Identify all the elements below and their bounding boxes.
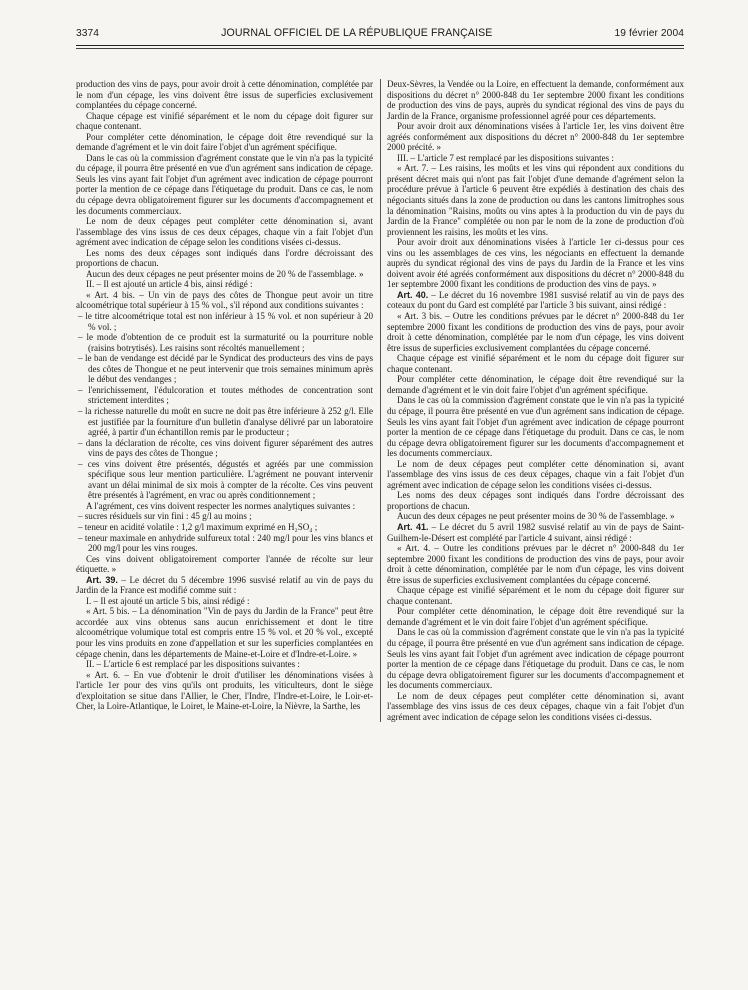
paragraph: « Art. 6. – En vue d'obtenir le droit d'utiliser les dénominations visées à l'article 1er pour des vins qu'ils ont produits, les viticulteurs, dont le siège d'exploitation se situe dans l'Allier, le Cher, l'Indre, l'Indre-et-Loire, le Loir-et-Cher, la Loire-Atlantique, le Loiret, le Maine-et-Loire, la Nièvre, la Sarthe, les (76, 669, 373, 712)
paragraph: « Art. 5 bis. – La dénomination "Vin de pays du Jardin de la France" peut être accordée aux vins obtenus sans aucun enrichissement et dont le titre alcoométrique volumique total est compris entre 15 % vol. et 20 % vol., excepté pour les vins produits en zone d'appellation et sur les superficies complantées en cépage chenin, dans les départements de Maine-et-Loire et d'Indre-et-Loire. » (76, 606, 373, 659)
paragraph: « Art. 3 bis. – Outre les conditions prévues par le décret n° 2000-848 du 1er septembre 2000 fixant les conditions de production des vins de pays, pour avoir droit à cette dénomination, complétée par le nom d'un cépage, les vins doivent être issus de superficies exclusivement complantées du cépage concerné. (387, 311, 684, 353)
paragraph: – sucres résiduels sur vin fini : 45 g/l au moins ; (78, 511, 252, 522)
paragraph: Dans le cas où la commission d'agrément constate que le vin n'a pas la typicité du cépage, il pourra être présenté en vue d'un agrément sans indication de cépage. Seuls les vins ayant fait l'objet d'un agrément avec indication de cépage pourront porter la mention de ce cépage dans l'étiquetage du produit. Dans ce cas, le nom du cépage devra obligatoirement figurer sur les documents d'accompagnement et les documents commerciaux. (76, 152, 373, 216)
paragraph: – la richesse naturelle du moût en sucre ne doit pas être inférieure à 252 g/l. Elle est justifiée par la fourniture d'un bulletin d'analyse délivré par un laboratoire agréé, à partir d'un échantillon remis par le producteur ; (78, 405, 373, 438)
paragraph: – le ban de vendange est décidé par le Syndicat des producteurs des vins de pays des côtes de Thongue et ne peut intervenir que trois semaines minimum après le début des vendanges ; (78, 353, 373, 385)
paragraph (387, 522, 684, 543)
paragraph: – teneur maximale en anhydride sulfureux total : 240 mg/l pour les vins blancs et 200 mg/l pour les vins rouges. (78, 532, 373, 554)
paragraph: « Art. 7. – Les raisins, les moûts et les vins qui répondent aux conditions du présent décret mais qui n'ont pas fait l'objet d'une demande d'agrément selon la procédure prévue à l'article 6 peuvent être expédiés à destination des chais des négociants situés dans la zone de production ou dans les cantons limitrophes sous la dénomination "Raisins, moûts ou vins aptes à la production du vin de pays du Jardin de la France" complétée ou non par le nom de la zone de production d'où proviennent les raisins, les moûts et les vins. (387, 163, 684, 237)
article-number: Art. 39. (86, 574, 118, 585)
article-number: Art. 40. (397, 289, 429, 300)
paragraph: Chaque cépage est vinifié séparément et le nom du cépage doit figurer sur chaque contenant. (76, 110, 373, 132)
paragraph: Pour avoir droit aux dénominations visées à l'article 1er, les vins doivent être agréés conformément aux dispositions du décret n° 2000-848 du 1er septembre 2000 précité. » (387, 121, 684, 153)
right-column (387, 79, 684, 722)
paragraph: Le nom de deux cépages peut compléter cette dénomination si, avant l'assemblage des vins issus de ces deux cépages, chaque vin a fait l'objet d'un agrément avec indication de cépage selon les conditions visées ci-dessus. (387, 690, 684, 722)
paragraph: Dans le cas où la commission d'agrément constate que le vin n'a pas la typicité du cépage, il pourra être présenté en vue d'un agrément sans indication de cépage. Seuls les vins ayant fait l'objet d'un agrément avec indication de cépage pourront porter la mention de ce cépage dans l'étiquetage du produit. Dans ce cas, le nom du cépage devra obligatoirement figurer sur les documents d'accompagnement et les documents commerciaux. (387, 627, 684, 691)
paragraph: Pour compléter cette dénomination, le cépage doit être revendiqué sur la demande d'agrément et le vin doit faire l'objet d'un agrément spécifique. (387, 606, 684, 627)
paragraph: Pour compléter cette dénomination, le cépage doit être revendiqué sur la demande d'agrément et le vin doit faire l'objet d'un agrément spécifique. (387, 374, 684, 395)
paragraph: Le nom de deux cépages peut compléter cette dénomination si, avant l'assemblage des vins issus de ces deux cépages, chaque vin a fait l'objet d'un agrément avec indication de cépage selon les conditions visées ci-dessus. (76, 216, 373, 248)
article-number: Art. 41. (397, 521, 429, 532)
paragraph: Aucun des deux cépages ne peut présenter moins de 30 % de l'assemblage. » (397, 511, 675, 522)
paragraph: A l'agrément, ces vins doivent respecter les normes analytiques suivantes : (86, 500, 356, 511)
paragraph: Pour compléter cette dénomination, le cépage doit être revendiqué sur la demande d'agrément et le vin doit faire l'objet d'un agrément spécifique. (76, 131, 373, 153)
paragraph: II. – Il est ajouté un article 4 bis, ainsi rédigé : (86, 279, 253, 290)
paragraph: « Art. 4 bis. – Un vin de pays des côtes de Thongue peut avoir un titre alcoométrique total supérieur à 15 % vol., s'il répond aux conditions suivantes : (76, 289, 373, 311)
publication-date: 19 février 2004 (614, 28, 684, 39)
paragraph: Deux-Sèvres, la Vendée ou la Loire, en effectuent la demande, conformément aux dispositions du décret n° 2000-848 du 1er septembre 2000 fixant les conditions de production des vins de pays, auprès du syndicat régional des vins de pays du Jardin de la France, organisme professionnel agréé pour ces départements. (387, 79, 684, 121)
text-columns (76, 79, 684, 722)
article-text: – Le décret du 5 avril 1982 susvisé relatif au vin de pays de Saint-Guilhem-le-Désert est complété par l'article 4 suivant, ainsi rédigé : (387, 521, 684, 543)
paragraph: – dans la déclaration de récolte, ces vins doivent figurer séparément des autres vins de pays des côtes de Thongue ; (78, 437, 373, 459)
paragraph: – le mode d'obtention de ce produit est la surmaturité ou la pourriture noble (raisins botrytisés). Les raisins sont récoltés manuellement ; (78, 332, 373, 353)
paragraph: Aucun des deux cépages ne peut présenter moins de 20 % de l'assemblage. » (86, 268, 364, 279)
paragraph: I. – Il est ajouté un article 5 bis, ainsi rédigé : (86, 595, 250, 606)
article-text: – Le décret du 5 décembre 1996 susvisé relatif au vin de pays du Jardin de la France est modifié comme suit : (76, 574, 374, 596)
left-column (76, 79, 373, 722)
paragraph: II. – L'article 6 est remplacé par les dispositions suivantes : (86, 659, 300, 670)
paragraph: Les noms des deux cépages sont indiqués dans l'ordre décroissant des proportions de chacun. (76, 247, 373, 269)
page-header (76, 26, 684, 46)
paragraph: – l'enrichissement, l'édulcoration et toutes méthodes de concentration sont strictement interdites ; (78, 384, 373, 406)
paragraph: Ces vins doivent obligatoirement comporter l'année de récolte sur leur étiquette. » (76, 553, 373, 575)
paragraph (76, 575, 373, 596)
paragraph: – teneur en acidité volatile : 1,2 g/l maximum exprimé en H₂SO₄ ; (78, 521, 318, 532)
paragraph: « Art. 4. – Outre les conditions prévues par le décret n° 2000-848 du 1er septembre 2000 fixant les conditions de production des vins de pays, pour avoir droit à cette dénomination, complétée par le nom d'un cépage, les vins doivent être issus de superficies exclusivement complantées du cépage concerné. (387, 543, 684, 585)
paragraph: – ces vins doivent être présentés, dégustés et agréés par une commission spécifique sous leur mention particulière. L'agrément ne pouvant intervenir avant un délai minimal de six mois à compter de la récolte. Ces vins peuvent être présentés à l'agrément, en vrac ou après conditionnement ; (78, 458, 373, 501)
paragraph: Chaque cépage est vinifié séparément et le nom du cépage doit figurer sur chaque contenant. (387, 353, 684, 374)
paragraph: production des vins de pays, pour avoir droit à cette dénomination, complétée par le nom d'un cépage, les vins doivent être issus de superficies exclusivement complantées du cépage concerné. (76, 79, 373, 111)
paragraph: – le titre alcoométrique total est non inférieur à 15 % vol. et non supérieur à 20 % vol. ; (78, 311, 373, 332)
paragraph: Pour avoir droit aux dénominations visées à l'article 1er ci-dessus pour ces vins ou les assemblages de ces vins, les négociants en effectuent la demande auprès du syndicat régional des vins de pays du Jardin de la France et les vins doivent avoir été agréés conformément aux dispositions du décret n° 2000-848 du 1er septembre 2000 fixant les conditions de production des vins de pays. » (387, 237, 684, 290)
paragraph: Le nom de deux cépages peut compléter cette dénomination si, avant l'assemblage des vins issus de ces deux cépages, chaque vin a fait l'objet d'un agrément avec indication de cépage selon les conditions visées ci-dessus. (387, 458, 684, 490)
paragraph: III. – L'article 7 est remplacé par les dispositions suivantes : (397, 152, 614, 163)
page-number: 3374 (76, 28, 100, 39)
paragraph: Chaque cépage est vinifié séparément et le nom du cépage doit figurer sur chaque contenant. (387, 585, 684, 606)
paragraph (387, 290, 684, 311)
paragraph: Les noms des deux cépages sont indiqués dans l'ordre décroissant des proportions de chacun. (387, 490, 684, 511)
paragraph: Dans le cas où la commission d'agrément constate que le vin n'a pas la typicité du cépage, il pourra être présenté en vue d'un agrément sans indication de cépage. Seuls les vins ayant fait l'objet d'un agrément avec indication de cépage pourront porter la mention de ce cépage dans l'étiquetage du produit. Dans ce cas, le nom du cépage devra obligatoirement figurer sur les documents d'accompagnement et les documents commerciaux. (387, 395, 684, 459)
article-text: – Le décret du 16 novembre 1981 susvisé relatif au vin de pays des coteaux du pont du Gard est complété par l'article 3 bis suivant, ainsi rédigé : (387, 289, 684, 311)
header-divider (76, 48, 684, 49)
journal-title: JOURNAL OFFICIEL DE LA RÉPUBLIQUE FRANÇAISE (221, 27, 493, 39)
